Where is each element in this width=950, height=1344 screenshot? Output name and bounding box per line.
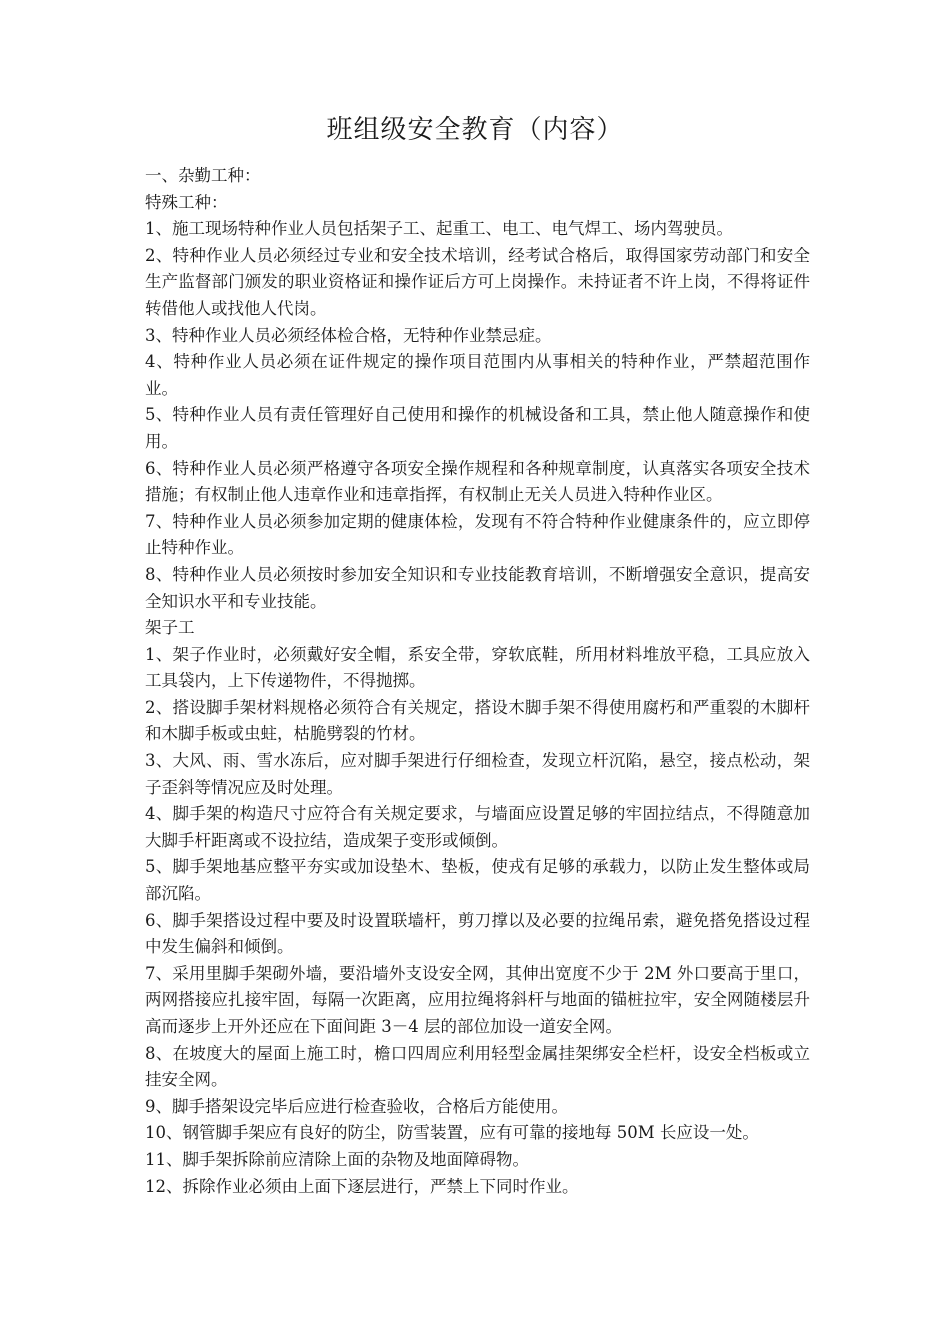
special-workers-heading: 特殊工种： xyxy=(145,192,228,212)
document-title: 班组级安全教育（内容） xyxy=(326,115,624,145)
scaffold-item: 1、架子作业时，必须戴好安全帽，系安全带，穿软底鞋，所用材料堆放平稳，工具应放入工具袋内，上下传递物件，不得抛掷。 xyxy=(145,644,810,691)
scaffold-item: 2、搭设脚手架材料规格必须符合有关规定，搭设木脚手架不得使用腐朽和严重裂的木脚杆和木脚手板或虫蛀，枯脆劈裂的竹材。 xyxy=(145,697,810,744)
special-item: 1、施工现场特种作业人员包括架子工、起重工、电工、电气焊工、场内驾驶员。 xyxy=(145,219,733,239)
scaffold-item: 6、脚手架搭设过程中要及时设置联墙杆，剪刀撑以及必要的拉绳吊索，避免搭免搭设过程中发生偏斜和倾倒。 xyxy=(145,910,810,957)
special-item: 8、特种作业人员必须按时参加安全知识和专业技能教育培训，不断增强安全意识，提高安全知识水平和专业技能。 xyxy=(145,564,810,611)
special-item: 7、特种作业人员必须参加定期的健康体检，发现有不符合特种作业健康条件的，应立即停止特种作业。 xyxy=(145,511,810,558)
special-item: 6、特种作业人员必须严格遵守各项安全操作规程和各种规章制度，认真落实各项安全技术措施；有权制止他人违章作业和违章指挥，有权制止无关人员进入特种作业区。 xyxy=(145,458,810,505)
section-heading: 一、杂勤工种： xyxy=(145,166,261,185)
scaffold-item: 4、脚手架的构造尺寸应符合有关规定要求，与墙面应设置足够的牢固拉结点，不得随意加大脚手杆距离或不设拉结，造成架子变形或倾倒。 xyxy=(145,804,810,850)
special-item: 2、特种作业人员必须经过专业和安全技术培训，经考试合格后，取得国家劳动部门和安全生产监督部门颁发的职业资格证和操作证后方可上岗操作。未持证者不许上岗，不得将证件转借他人或找他人代岗。 xyxy=(145,245,810,318)
scaffold-heading: 架子工 xyxy=(145,618,195,638)
special-item: 4、特种作业人员必须在证件规定的操作项目范围内从事相关的特种作业，严禁超范围作业。 xyxy=(145,352,810,398)
special-item: 5、特种作业人员有责任管理好自己使用和操作的机械设备和工具，禁止他人随意操作和使用。 xyxy=(145,405,810,451)
special-item: 3、特种作业人员必须经体检合格，无特种作业禁忌症。 xyxy=(145,325,552,345)
scaffold-item: 10、钢管脚手架应有良好的防尘，防雪装置，应有可靠的接地每 50M 长应设一处。 xyxy=(145,1123,759,1143)
document-body xyxy=(145,163,810,1200)
scaffold-item: 9、脚手搭架设完毕后应进行检查验收，合格后方能使用。 xyxy=(145,1096,568,1116)
scaffold-item: 12、拆除作业必须由上面下逐层进行，严禁上下同时作业。 xyxy=(145,1176,579,1196)
scaffold-item: 8、在坡度大的屋面上施工时，檐口四周应利用轻型金属挂架绑安全栏杆，设安全档板或立挂安全网。 xyxy=(145,1043,810,1090)
scaffold-item: 7、采用里脚手架砌外墙，要沿墙外支设安全网，其伸出宽度不少于 2M 外口要高于里口，两网搭接应扎接牢固，每隔一次距离，应用拉绳将斜杆与地面的锚桩拉牢，安全网随楼层升高而逐步上开外还应在下面间距 3－4 层的部位加设一道安全网。 xyxy=(145,963,810,1036)
scaffold-item: 11、脚手架拆除前应清除上面的杂物及地面障碍物。 xyxy=(145,1149,529,1169)
scaffold-item: 5、脚手架地基应整平夯实或加设垫木、垫板，使戎有足够的承载力，以防止发生整体或局部沉陷。 xyxy=(145,857,810,904)
scaffold-item: 3、大风、雨、雪水冻后，应对脚手架进行仔细检查，发现立杆沉陷，悬空，接点松动，架子歪斜等情况应及时处理。 xyxy=(145,751,810,797)
